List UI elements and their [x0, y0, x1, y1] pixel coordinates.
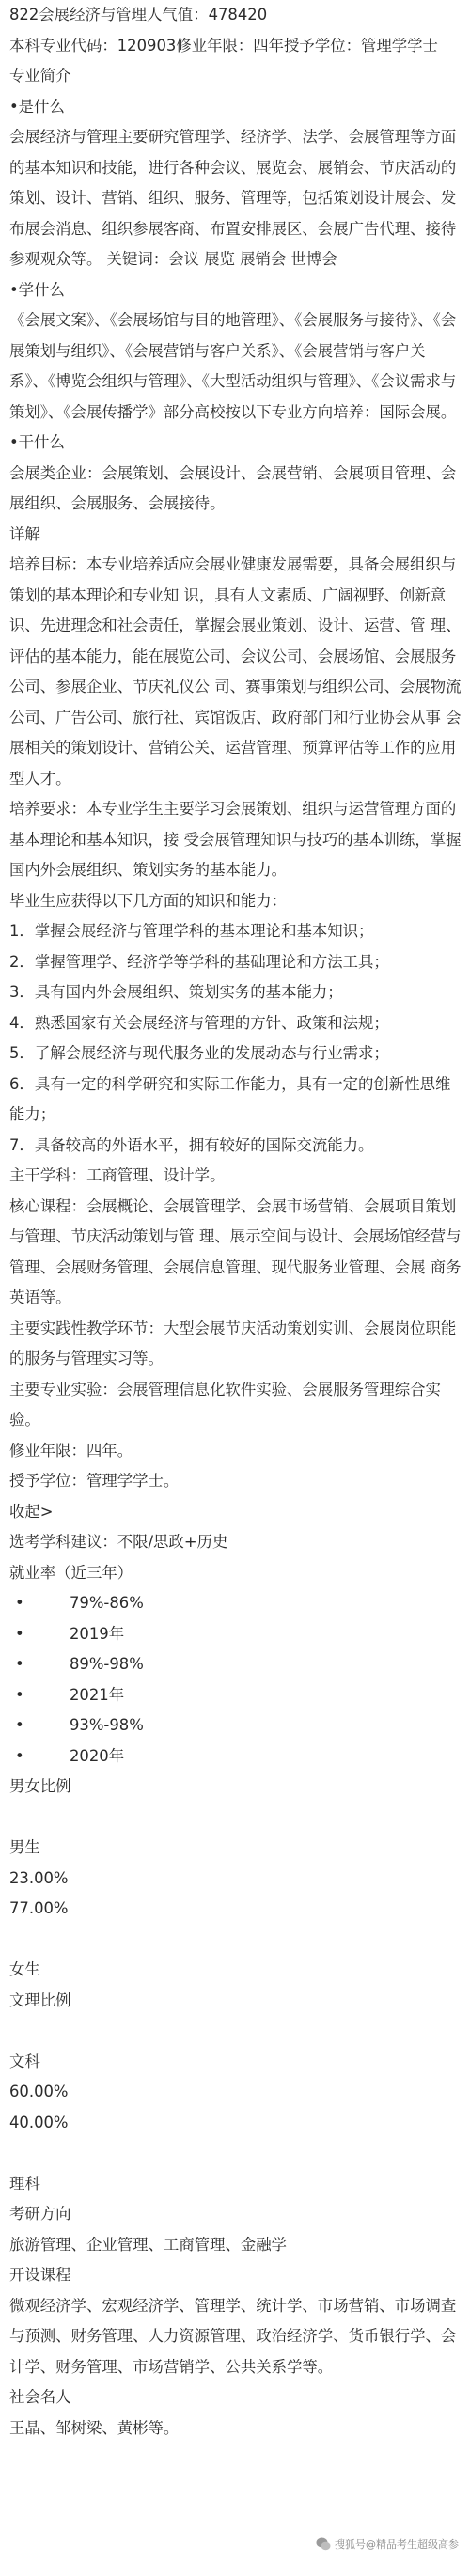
do-text: 会展类企业：会展策划、会展设计、会展营销、会展项目管理、会展组织、会展服务、会展接待。 [9, 463, 457, 512]
gender-heading: 男女比例 [9, 1777, 71, 1795]
ability-item: 5．了解会展经济与现代服务业的发展动态与行业需求； [9, 1044, 389, 1062]
ability-item: 4．熟悉国家有关会展经济与管理的方针、政策和法规； [9, 1013, 389, 1032]
title-line: 822会展经济与管理人气值：478420 [9, 6, 268, 23]
postgrad-heading: 考研方向 [9, 2205, 71, 2223]
employment-list [9, 1588, 462, 1772]
experiments: 主要专业实验：会展管理信息化软件实验、会展服务管理综合实验。 [9, 1380, 441, 1429]
employment-year: • 2021年 [9, 1680, 462, 1711]
employment-year: • 2019年 [9, 1619, 462, 1650]
spacer [9, 2138, 462, 2169]
female-percent: 77.00% [9, 1899, 69, 1917]
ability-item: 2．掌握管理学、经济学等学科的基础理论和方法工具； [9, 952, 389, 971]
training-requirement: 培养要求：本专业学生主要学习会展策划、组织与运营管理方面的基本理论和基本知识，接 受会展管理知识与技巧的基本训练，掌握国内外会展组织、策划实务的基本能力。 [9, 800, 462, 879]
core-courses: 核心课程：会展概论、会展管理学、会展市场营销、会展项目策划与管理、节庆活动策划与管 理、展示空间与设计、会展场馆经营与管理、会展财务管理、会展信息管理、现代服务业管理、会展 商务英语等。 [9, 1196, 462, 1306]
spacer [9, 2016, 462, 2047]
celebrities-text: 王晶、邹树梁、黄彬等。 [9, 2418, 180, 2437]
employment-range: • 79%-86% [9, 1588, 462, 1619]
spacer [9, 1803, 462, 1834]
do-heading: •干什么 [9, 433, 65, 451]
bullet-icon: • [15, 1594, 24, 1612]
employment-range: • 89%-98% [9, 1649, 462, 1680]
employment-heading: 就业率（近三年） [9, 1563, 133, 1582]
female-label: 女生 [9, 1960, 40, 1978]
employment-year: • 2020年 [9, 1741, 462, 1772]
spacer [9, 1925, 462, 1956]
watermark [316, 2537, 459, 2552]
intro-heading: 专业简介 [9, 67, 71, 85]
collapse-link[interactable]: 收起> [9, 1502, 54, 1521]
bullet-icon: • [15, 1685, 24, 1704]
ability-item: 1．掌握会展经济与管理学科的基本理论和基本知识； [9, 922, 374, 940]
ability-item: 7．具备较高的外语水平，拥有较好的国际交流能力。 [9, 1135, 374, 1154]
abilities-intro: 毕业生应获得以下几方面的知识和能力： [9, 891, 288, 910]
info-line: 本科专业代码：120903修业年限：四年授予学位：管理学学士 [9, 36, 438, 55]
male-label: 男生 [9, 1838, 40, 1856]
bullet-icon: • [15, 1716, 24, 1734]
ability-item: 3．具有国内外会展组织、策划实务的基本能力； [9, 983, 343, 1001]
science-percent: 40.00% [9, 2113, 69, 2131]
science-label: 理科 [9, 2174, 40, 2193]
bullet-icon: • [15, 1746, 24, 1765]
watermark-text: 搜狐号@精品考生超级高参 [335, 2538, 459, 2551]
bullet-icon: • [15, 1624, 24, 1643]
what-heading: •是什么 [9, 97, 65, 116]
learn-heading: •学什么 [9, 280, 65, 299]
employment-range: • 93%-98% [9, 1710, 462, 1741]
subject-advice: 选考学科建议：不限/思政+历史 [9, 1533, 228, 1551]
ability-item: 6．具有一定的科学研究和实际工作能力，具有一定的创新性思维能力； [9, 1074, 451, 1123]
celebrities-heading: 社会名人 [9, 2388, 71, 2406]
postgrad-text: 旅游管理、企业管理、工商管理、金融学 [9, 2235, 288, 2254]
wechat-icon [316, 2537, 331, 2552]
arts-percent: 60.00% [9, 2083, 69, 2100]
detail-heading: 详解 [9, 524, 40, 543]
arts-science-heading: 文理比例 [9, 1991, 71, 2009]
training-goal: 培养目标：本专业培养适应会展业健康发展需要，具备会展组织与策划的基本理论和专业知 识，具有人文素质、广阔视野、创新意识、先进理念和社会责任，掌握会展业策划、设计、运营、管 理、评估的基本能力，能在展览公司、会议公司、会展场馆、会展服务公司、参展企业、节庆礼仪公 司、赛事策划与组织公司、会展物流公司、广告公司、旅行社、宾馆饭店、政府部门和行业协会从事 会展相关的策划设计、营销公关、运营管理、预算评估等工作的应用型人才。 [9, 555, 462, 788]
main-subjects: 主干学科：工商管理、设计学。 [9, 1166, 226, 1184]
study-duration: 修业年限：四年。 [9, 1441, 133, 1460]
courses-text: 微观经济学、宏观经济学、管理学、统计学、市场营销、市场调查与预测、财务管理、人力资源管理、政治经济学、货币银行学、会计学、财务管理、市场营销学、公共关系学等。 [9, 2296, 457, 2376]
practice-links: 主要实践性教学环节：大型会展节庆活动策划实训、会展岗位职能的服务与管理实习等。 [9, 1319, 457, 1367]
learn-text: 《会展文案》、《会展场馆与目的地管理》、《会展服务与接待》、《会展策划与组织》、《会展营销与客户关系》、《会展营销与客户关系》、《博览会组织与管理》、《大型活动组织与管理》、《会议需求与策划》、《会展传播学》部分高校按以下专业方向培养：国际会展。 [9, 311, 457, 421]
male-percent: 23.00% [9, 1868, 69, 1887]
arts-label: 文科 [9, 2052, 40, 2070]
courses-heading: 开设课程 [9, 2266, 71, 2284]
what-text: 会展经济与管理主要研究管理学、经济学、法学、会展管理等方面的基本知识和技能，进行各种会议、展览会、展销会、节庆活动的策划、设计、营销、组织、服务、管理等，包括策划设计展会、发布展会消息、组织参展客商、布置安排展区、会展广告代理、接待参观观众等。 关键词：会议 展览 展销会 世博会 [9, 128, 457, 268]
bullet-icon: • [15, 1655, 24, 1673]
degree-awarded: 授予学位：管理学学士。 [9, 1472, 180, 1490]
